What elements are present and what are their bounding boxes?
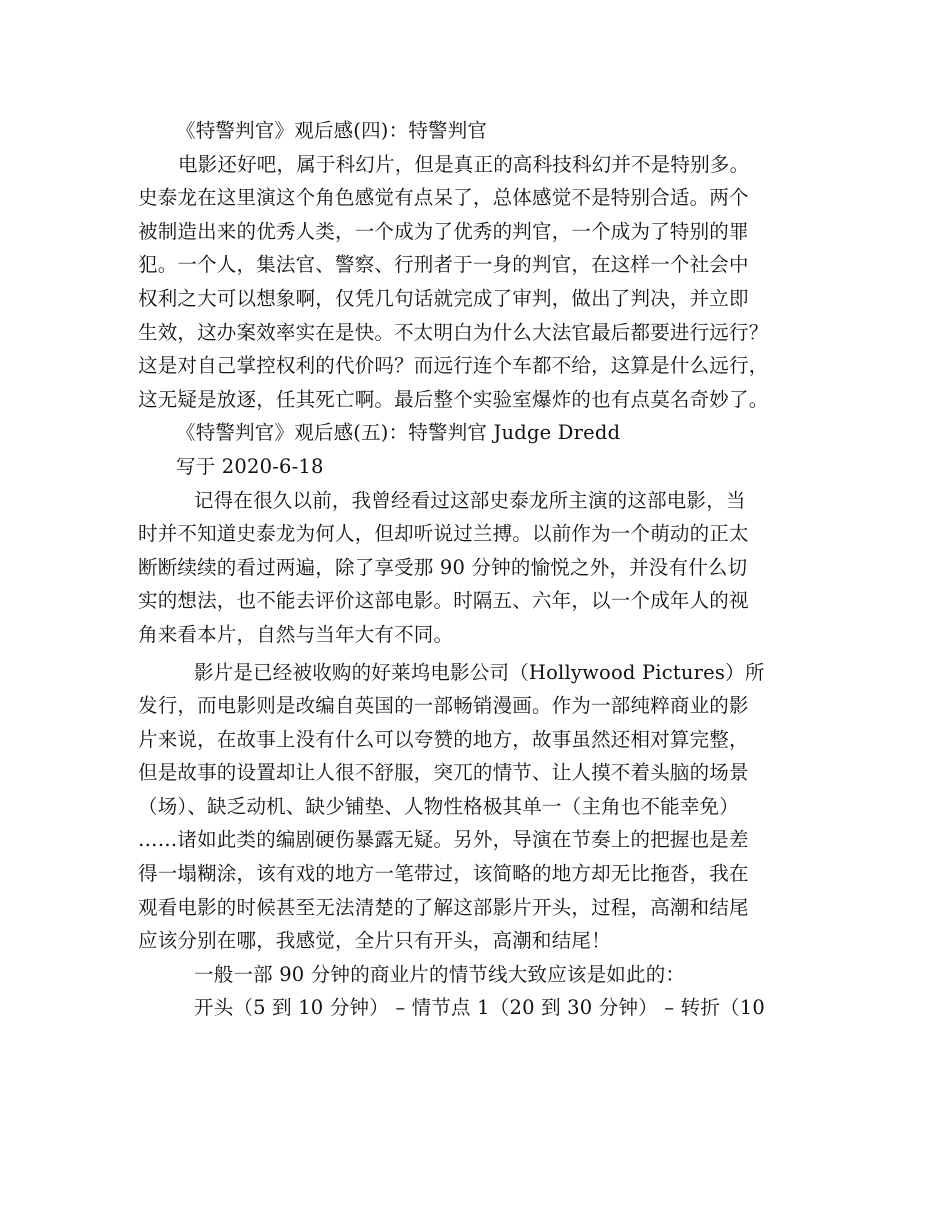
paragraph-line: 片来说，在故事上没有什么可以夸赞的地方，故事虽然还相对算完整， bbox=[138, 727, 749, 751]
paragraph-line: 电影还好吧，属于科幻片，但是真正的高科技科幻并不是特别多。 bbox=[178, 152, 750, 176]
paragraph-line: 被制造出来的优秀人类，一个成为了优秀的判官，一个成为了特别的罪 bbox=[138, 219, 749, 243]
paragraph-line: 实的想法，也不能去评价这部电影。时隔五、六年，以一个成年人的视 bbox=[138, 589, 749, 613]
paragraph-line: 发行，而电影则是改编自英国的一部畅销漫画。作为一部纯粹商业的影 bbox=[138, 694, 749, 718]
paragraph-line: 权利之大可以想象啊，仅凭几句话就完成了审判，做出了判决，并立即 bbox=[138, 286, 749, 310]
paragraph-line: 观看电影的时候甚至无法清楚的了解这部影片开头，过程，高潮和结尾 bbox=[138, 895, 749, 919]
paragraph-line: 时并不知道史泰龙为何人，但却听说过兰搏。以前作为一个萌动的正太 bbox=[138, 522, 749, 546]
paragraph-line: 记得在很久以前，我曾经看过这部史泰龙所主演的这部电影，当 bbox=[194, 488, 746, 512]
paragraph-line: 得一塌糊涂，该有戏的地方一笔带过，该简略的地方却无比拖沓，我在 bbox=[138, 862, 749, 886]
paragraph-line: 断断续续的看过两遍，除了享受那 90 分钟的愉悦之外，并没有什么切 bbox=[138, 555, 748, 579]
paragraph-line: 这无疑是放逐，任其死亡啊。最后整个实验室爆炸的也有点莫名奇妙了。 bbox=[138, 387, 769, 411]
paragraph-line: 史泰龙在这里演这个角色感觉有点呆了，总体感觉不是特别合适。两个 bbox=[138, 186, 749, 210]
paragraph-line: 开头（5 到 10 分钟） – 情节点 1（20 到 30 分钟） – 转折（10 bbox=[194, 996, 765, 1020]
paragraph-line: （场）、缺乏动机、缺少铺垫、人物性格极其单一（主角也不能幸免） bbox=[138, 794, 739, 818]
paragraph-line: 犯。一个人，集法官、警察、行刑者于一身的判官，在这样一个社会中 bbox=[138, 253, 749, 277]
written-date: 写于 2020-6-18 bbox=[176, 454, 324, 478]
paragraph-line: 影片是已经被收购的好莱坞电影公司（Hollywood Pictures）所 bbox=[194, 660, 765, 684]
paragraph-line: 但是故事的设置却让人很不舒服，突兀的情节、让人摸不着头脑的场景 bbox=[138, 761, 749, 785]
document-body bbox=[138, 114, 818, 1025]
paragraph-line: 这是对自己掌控权利的代价吗？而远行连个车都不给，这算是什么远行， bbox=[138, 354, 769, 378]
paragraph-line: ……诸如此类的编剧硬伤暴露无疑。另外，导演在节奏上的把握也是差 bbox=[138, 828, 749, 852]
section-heading-4: 《特警判官》观后感(四)：特警判官 bbox=[176, 119, 488, 142]
paragraph-line: 角来看本片，自然与当年大有不同。 bbox=[138, 622, 454, 646]
paragraph-line: 应该分别在哪，我感觉，全片只有开头，高潮和结尾！ bbox=[138, 929, 611, 953]
paragraph-line: 一般一部 90 分钟的商业片的情节线大致应该是如此的： bbox=[194, 962, 686, 986]
paragraph-line: 生效，这办案效率实在是快。不太明白为什么大法官最后都要进行远行？ bbox=[138, 320, 769, 344]
section-heading-5: 《特警判官》观后感(五)：特警判官 Judge Dredd bbox=[176, 421, 621, 445]
